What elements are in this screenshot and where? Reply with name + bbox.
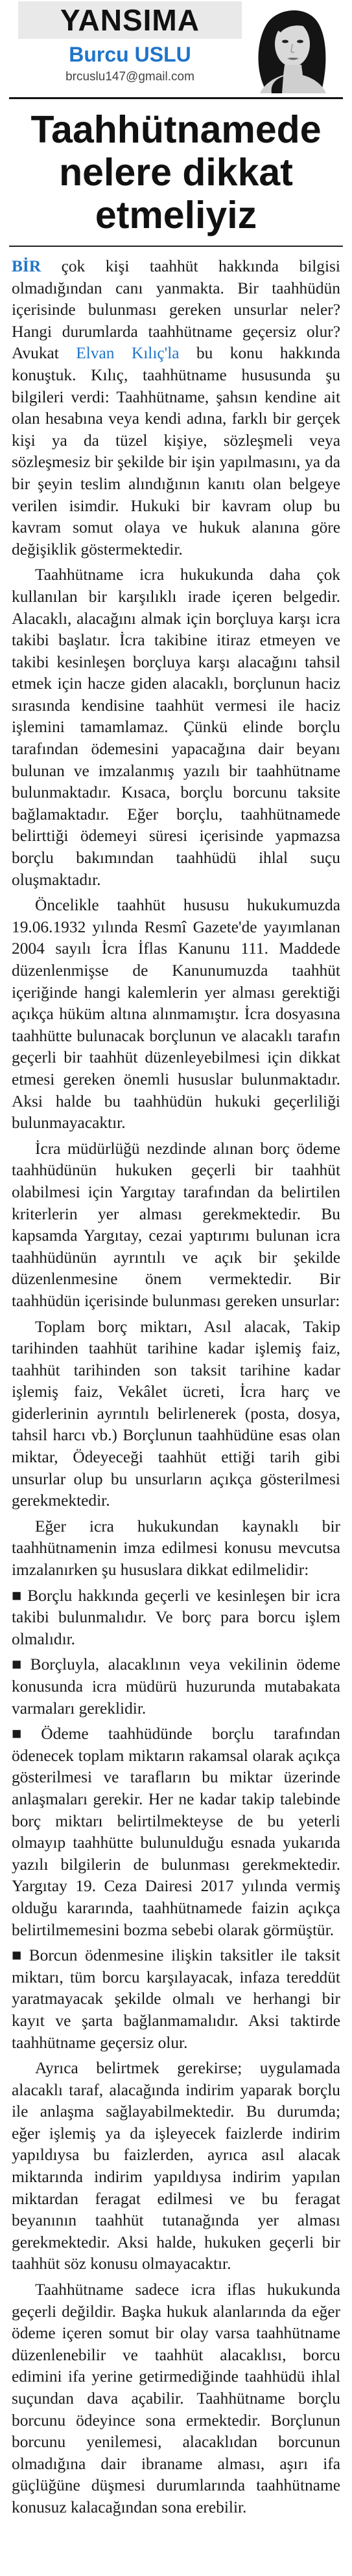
bullet-text: Borçluyla, alacaklının veya vekilinin ödeme konusunda icra müdürü huzurunda mutabakata varmaları gereklidir. — [12, 1655, 341, 1718]
bullet-text: Borcun ödenmesine ilişkin taksitler ile taksit miktarı, tüm borcu karşılayacak, infaza tereddüt yaratmayacak şekilde olmalı ve herhangi bir kayıt ve şarta bağlanmamalıdır. Aksi taktirde taahhütname geçersiz olur. — [12, 1946, 340, 2052]
square-bullet-icon: ■ — [12, 1655, 27, 1674]
author-photo — [242, 3, 339, 93]
square-bullet-icon: ■ — [12, 1946, 25, 1965]
article-paragraph: İcra müdürlüğü nezdinde alınan borç ödeme taahhüdünün hukuken geçerli bir taahhüt olabilmesi için Yargıtay tarafından da belirtilen kriterlerin yer alması gerekmektedir. Bu kapsamda Yargıtay, cezai yaptırımı bulunan icra taahhüdünün ayrıntılı ve açık bir şekilde düzenlenmesine önem vermektedir. Bir taahhüdün içerisinde bulunması gereken unsurlar: — [12, 1139, 340, 1310]
author-email: brcuslu147@gmail.com — [65, 70, 194, 84]
column-masthead — [9, 0, 343, 99]
highlighted-name: Elvan Kılıç'la — [76, 344, 180, 363]
author-portrait-icon — [242, 3, 339, 93]
article-paragraph: Eğer icra hukukundan kaynaklı bir taahhütnamenin imza edilmesi konusu mevcutsa imzalanırken şu hususlara dikkat edilmelidir: — [12, 1517, 340, 1580]
column-name: YANSIMA — [18, 1, 242, 39]
dropcap-word: BİR — [12, 257, 41, 275]
article-headline: Taahhütnamede nelere dikkat etmeliyiz — [9, 108, 343, 247]
square-bullet-icon: ■ — [12, 1586, 24, 1605]
article-paragraph — [12, 256, 340, 560]
article-paragraph: Ayrıca belirtmek gerekirse; uygulamada alacaklı taraf, alacağında indirim yaparak borçlu ile anlaşma sağlayabilmektedir. Bu durumda; eğer işlemiş ya da işleyecek faizlerde indirim yapıldıysa bu faizlerden, ayrıca asıl alacak miktarında indirim yapıldıysa indirim yapılan miktardan feragat edilmesi ve bu feragat beyanının taahhüt tutanağında yer alması gerekmektedir. Aksi halde, hukuken geçerli bir taahhüt söz konusu olmayacaktır. — [12, 2059, 340, 2273]
paragraph-text: bu konu hakkında konuştuk. Kılıç, taahhütname hususunda şu bilgileri verdi: Taahhütname, şahsın kendine ait olan hesabına veya kendi adına, farklı bir gerçek kişi ya da tüzel kişiye, sözleşmeli veya sözleşmesiz bir şekilde bir işin yapılmasını, ya da bir şeyin teslim alındığının kanıtı olan belgeye verilen isimdir. Hukuki bir kavram olup bu kavram somut olaya ve hukuk alanına göre değişiklik göstermektedir. — [12, 344, 340, 558]
bullet-text: Ödeme taahhüdünde borçlu tarafından ödenecek toplam miktarın rakamsal olarak açıkça gösterilmesi ve tarafların bu miktar üzerinde anlaşmaları gerekir. Her ne kadar takip talebinde borç miktarı belirtilmekteyse de bu yeterli olmayıp taahhütte bulunulduğu esnada yukarıda yazılı bilgilerin de bulunması gerekmektedir. Yargıtay 19. Ceza Dairesi 2017 yılında vermiş olduğu kararında, taahhütnamede faizin açıkça belirtilmemesini bozma sebebi olarak görmüştür. — [12, 1725, 341, 1939]
bullet-item — [12, 1723, 340, 1941]
article-paragraph: Toplam borç miktarı, Asıl alacak, Takip tarihinden taahhüt tarihine kadar işlemiş faiz, taahhüt tarihinden son taksit tarihine kadar işlemiş faiz, Vekâlet ücreti, İcra harç ve giderlerinin ayrıntılı belirlenerek (posta, dosya, tahsil harcı vb.) Borçlunun taahhüdüne esas olan miktar, Ödeyeceği taahhüt ettiği tarih gibi unsurlar olup bu unsurların açıkça gösterilmesi gerekmektedir. — [12, 1317, 340, 1510]
article-paragraph: Taahhütname icra hukukunda daha çok kullanılan bir karşılıklı irade içeren belgedir. Alacaklı, alacağını almak için borçluya karşı icra takibi başlatır. İcra takibine itiraz etmeyen ve takibi kesinleşen borçluya karşı alacağını tahsil etmek için hacze giden alacaklı, borçlunun haciz sırasında kendisine taahhüt vermesi ile haciz işlemini tamamlamaz. Çünkü elinde borçlu tarafından ödemesini yapacağına dair beyanı bulunan ve imzalanmış yazılı bir taahhütname bulunmaktadır. Kısaca, borçlu borcunu taksite bağlamaktadır. Eğer borçlu, taahhütnamede belirttiği ödemeyi süresi içerisinde yapmazsa borçlu bakımından taahhüdü ihlal suçu oluşmaktadır. — [12, 566, 340, 889]
paragraph-text: çok kişi taahhüt hakkında bilgisi olmadığından canı yanmakta. Bir taahhüdün içerisinde bulunması gereken unsurlar neler? Hangi durumlarda taahhütname geçersiz olur? Avukat — [12, 257, 340, 363]
article-paragraph: Taahhütname sadece icra iflas hukukunda geçerli değildir. Başka hukuk alanlarında da eğer ödeme içeren somut bir olay varsa taahhütname düzenlenebilir ve taahhüt alacaklısı, borcu edimini ifa yerine getirmediğinde taahhüdü ihlal suçundan dava açabilir. Taahhütname borçlu borcunu ödeyince sona ermektedir. Borçlunun borcunu yenilemesi, alacaklıdan borcunun olmadığına dair ibraname alması, aşırı ifa güçlüğüne düşmesi durumlarında taahhütname konusuz kalacağından sona erebilir. — [12, 2281, 340, 2516]
bullet-item — [12, 1945, 340, 2054]
author-name: Burcu USLU — [69, 43, 191, 66]
square-bullet-icon: ■ — [12, 1725, 38, 1743]
article-body — [9, 247, 343, 2519]
article-paragraph: Öncelikle taahhüt hususu hukukumuzda 19.06.1932 yılında Resmî Gazete'de yayımlanan 2004 sayılı İcra İflas Kanunu 111. Maddede düzenlenmişse de Kanunumuzda taahhüt içeriğinde hangi kalemlerin yer alması gerektiği açıkça hüküm altına alınmamıştır. İcra dosyasına taahhütte bulunacak borçlunun ve alacaklı tarafın geçerli bir taahhüt düzenleyebilmesi için dikkat etmesi gereken önemli hususlar bulunmaktadır. Aksi halde bu taahhüdün hukuki geçerliliği bulunmayacaktır. — [12, 896, 340, 1133]
bullet-item — [12, 1585, 340, 1651]
bullet-item — [12, 1654, 340, 1719]
bullet-text: Borçlu hakkında geçerli ve kesinleşen bir icra takibi bulunmalıdır. Ve borç para borcu işlem olmalıdır. — [12, 1586, 340, 1648]
